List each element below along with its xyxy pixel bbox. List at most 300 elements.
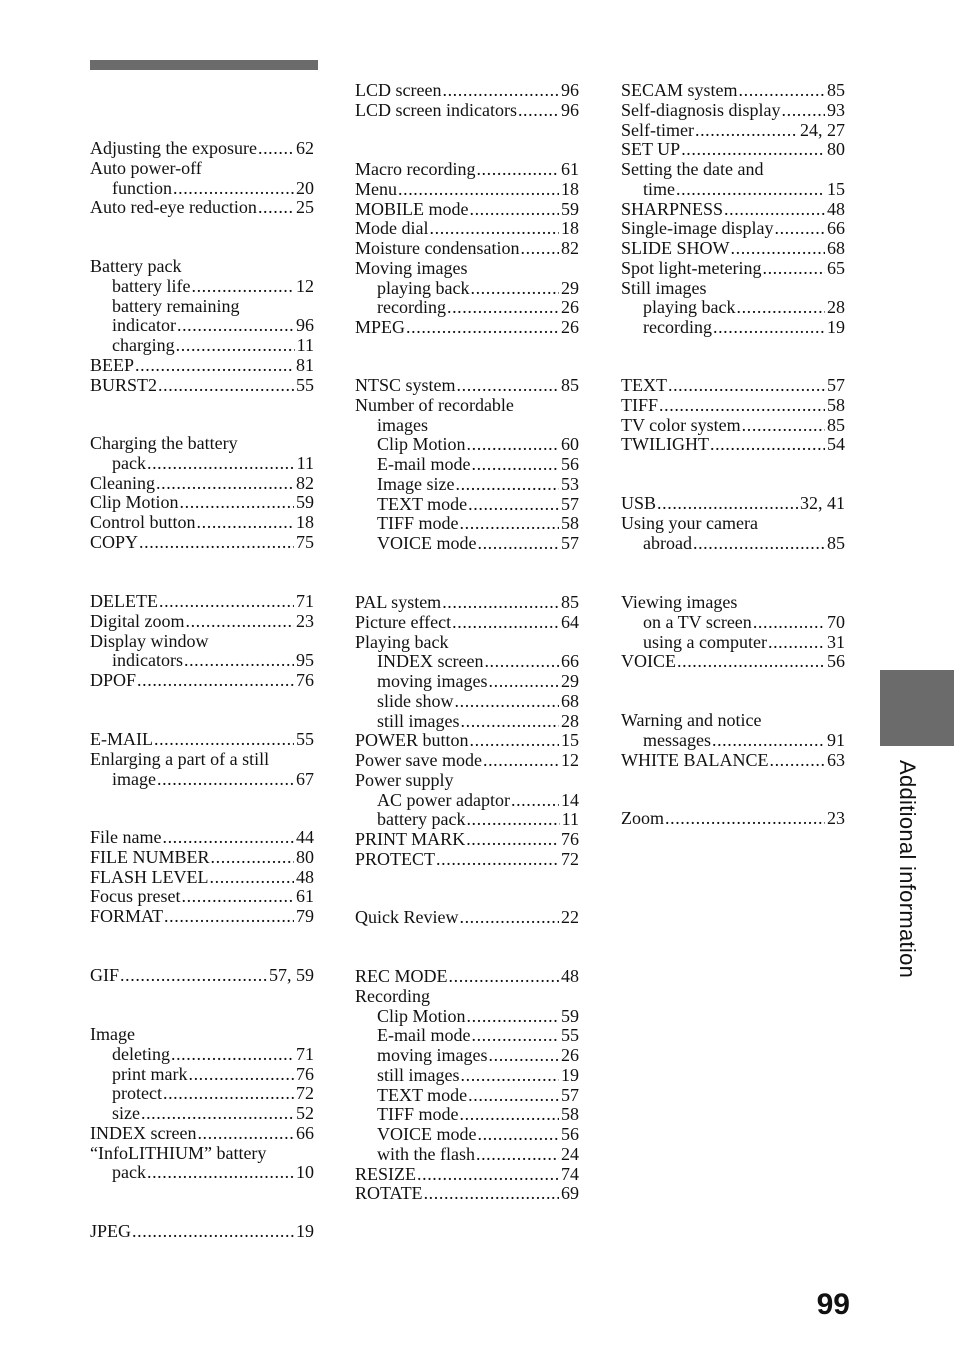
index-letter-group: [355, 908, 579, 928]
page-reference: 12: [296, 275, 314, 296]
dot-leader: [782, 101, 826, 121]
index-entry: [621, 652, 845, 672]
index-term: still images: [377, 1064, 460, 1085]
index-term: Single-image display: [621, 218, 774, 239]
dot-leader: [424, 1184, 559, 1204]
index-entry: [90, 848, 314, 868]
index-subentry: [355, 712, 579, 732]
index-subentry: [355, 1026, 579, 1046]
index-term: abroad: [643, 532, 692, 553]
dot-leader: [430, 219, 560, 239]
index-subentry: [90, 651, 314, 671]
page-reference: 96: [561, 80, 579, 100]
dot-leader: [184, 651, 294, 671]
index-term: INDEX screen: [377, 651, 484, 672]
page-reference: 28: [561, 710, 579, 731]
page-reference: 24: [561, 1143, 579, 1164]
dot-leader: [132, 1222, 294, 1242]
section-side-label-text: Additional information: [895, 760, 920, 979]
dot-leader: [211, 848, 294, 868]
dot-leader: [461, 1066, 560, 1086]
index-term: SET UP: [621, 139, 681, 160]
dot-leader: [258, 198, 294, 218]
page-reference: 59: [296, 492, 314, 513]
page-reference: 71: [296, 591, 314, 611]
dot-leader: [769, 751, 825, 771]
index-term: on a TV screen: [643, 611, 752, 632]
index-term: Number of recordable: [355, 394, 514, 415]
index-subentry: [90, 336, 314, 356]
index-entry: [355, 967, 579, 987]
index-term: File name: [90, 827, 162, 847]
index-letter-group: [90, 1025, 314, 1183]
dot-leader: [713, 318, 825, 338]
page-number: 99: [816, 1288, 850, 1321]
index-entry: [621, 514, 845, 534]
index-term: Clip Motion: [90, 492, 179, 513]
index-term: battery pack: [377, 809, 466, 830]
index-entry: [621, 593, 845, 613]
index-term: Playing back: [355, 631, 449, 652]
dot-leader: [712, 731, 825, 751]
index-subentry: [355, 1105, 579, 1125]
dot-leader: [447, 298, 559, 318]
page-reference: 65: [827, 257, 845, 278]
page-reference: 62: [296, 138, 314, 158]
index-entry: [90, 139, 314, 159]
dot-leader: [668, 376, 825, 396]
dot-leader: [657, 494, 798, 514]
dot-leader: [436, 850, 559, 870]
index-term: TIFF mode: [377, 1104, 459, 1125]
dot-leader: [467, 435, 559, 455]
page-reference: 19: [296, 1221, 314, 1241]
page-reference: 95: [296, 650, 314, 671]
index-term: Mode dial: [355, 218, 429, 239]
index-term: Auto power-off: [90, 157, 202, 178]
index-term: BURST2: [90, 374, 158, 395]
page-reference: 44: [296, 827, 314, 847]
page-reference: 70: [827, 611, 845, 632]
index-term: LCD screen: [355, 80, 442, 100]
dot-leader: [471, 1026, 559, 1046]
page-reference: 93: [827, 99, 845, 120]
index-entry: [621, 101, 845, 121]
index-letter-group: [355, 593, 579, 870]
page-reference: 58: [561, 1104, 579, 1125]
index-term: time: [643, 178, 675, 199]
index-term: E-MAIL: [90, 729, 153, 749]
index-entry: [621, 219, 845, 239]
dot-leader: [158, 376, 294, 396]
page-reference: 55: [296, 729, 314, 749]
index-letter-group: [355, 81, 579, 121]
index-entry: [355, 160, 579, 180]
index-term: E-mail mode: [377, 1025, 471, 1046]
index-letter-group: [90, 434, 314, 553]
index-subentry: [355, 1066, 579, 1086]
index-subentry: [355, 1086, 579, 1106]
page-reference: 76: [296, 670, 314, 690]
index-subentry: [90, 770, 314, 790]
page-reference: 69: [561, 1183, 579, 1204]
dot-leader: [736, 298, 825, 318]
dot-leader: [731, 239, 826, 259]
index-entry: [90, 513, 314, 533]
dot-leader: [483, 751, 559, 771]
index-subentry: [355, 652, 579, 672]
page-reference: 58: [561, 513, 579, 534]
index-letter-group: [621, 593, 845, 672]
page-reference: 48: [296, 866, 314, 887]
dot-leader: [677, 652, 825, 672]
page-reference: 82: [296, 472, 314, 493]
dot-leader: [135, 356, 294, 376]
page-reference: 12: [561, 750, 579, 770]
index-letter-group: [90, 966, 314, 986]
index-entry: [621, 396, 845, 416]
index-subentry: [355, 692, 579, 712]
index-term: AC power adaptor: [377, 789, 510, 810]
index-term: playing back: [377, 277, 470, 298]
page-reference: 19: [561, 1064, 579, 1085]
page-reference: 57, 59: [269, 965, 314, 985]
index-subentry: [621, 534, 845, 554]
dot-leader: [147, 454, 295, 474]
index-entry: [621, 809, 845, 829]
dot-leader: [739, 81, 825, 101]
index-entry: [90, 533, 314, 553]
section-side-label: [890, 760, 922, 1020]
dot-leader: [693, 534, 825, 554]
dot-leader: [442, 81, 559, 101]
dot-leader: [469, 200, 559, 220]
page-reference: 76: [561, 829, 579, 849]
index-term: Power supply: [355, 769, 454, 790]
page-reference: 48: [827, 198, 845, 219]
dot-leader: [518, 101, 559, 121]
index-subentry: [621, 298, 845, 318]
index-term: moving images: [377, 671, 488, 691]
index-subentry: [621, 731, 845, 751]
index-term: BEEP: [90, 354, 135, 375]
index-letter-group: [621, 494, 845, 553]
page-reference: 67: [296, 768, 314, 789]
page-reference: 80: [296, 846, 314, 867]
index-term: Digital zoom: [90, 610, 185, 631]
dot-leader: [455, 475, 559, 495]
dot-leader: [147, 1163, 294, 1183]
index-entry: [90, 750, 314, 770]
index-term: function: [112, 177, 172, 198]
index-term: moving images: [377, 1045, 488, 1065]
page-reference: 96: [296, 315, 314, 336]
index-term: Viewing images: [621, 592, 738, 612]
dot-leader: [162, 828, 294, 848]
index-entry: [355, 200, 579, 220]
index-term: TV color system: [621, 414, 741, 435]
page-reference: 71: [296, 1043, 314, 1064]
index-entry: [621, 121, 845, 141]
page-reference: 55: [296, 374, 314, 395]
page-reference: 23: [827, 808, 845, 828]
index-entry: [90, 493, 314, 513]
dot-leader: [489, 672, 560, 692]
index-term: recording: [377, 297, 446, 318]
dot-leader: [659, 396, 825, 416]
page-reference: 54: [827, 434, 845, 455]
index-term: ROTATE: [355, 1183, 423, 1204]
index-entry: [90, 1144, 314, 1164]
index-subentry: [355, 435, 579, 455]
index-subentry: [355, 495, 579, 515]
index-entry: [355, 239, 579, 259]
index-entry: [621, 160, 845, 180]
dot-leader: [753, 613, 825, 633]
page-reference: 26: [561, 1045, 579, 1065]
top-rule-bar: [90, 60, 318, 70]
index-term: Spot light-metering: [621, 257, 762, 278]
index-entry: [90, 1222, 314, 1242]
index-letter-group: [90, 592, 314, 691]
page-reference: 57: [561, 1084, 579, 1105]
dot-leader: [180, 493, 294, 513]
page-reference: 59: [561, 1005, 579, 1026]
index-entry: [90, 632, 314, 652]
page-reference: 52: [296, 1103, 314, 1123]
dot-leader: [710, 435, 825, 455]
dot-leader: [762, 259, 825, 279]
page-reference: 58: [827, 394, 845, 415]
index-term: Adjusting the exposure: [90, 138, 257, 158]
index-term: Image: [90, 1024, 135, 1044]
index-term: recording: [643, 317, 712, 337]
dot-leader: [157, 770, 294, 790]
index-entry: [355, 633, 579, 653]
page-reference: 56: [561, 454, 579, 474]
index-entry: [621, 416, 845, 436]
dot-leader: [164, 907, 294, 927]
dot-leader: [459, 908, 559, 928]
index-term: charging: [112, 335, 175, 355]
page-reference: 81: [296, 354, 314, 375]
dot-leader: [676, 180, 825, 200]
dot-leader: [467, 1007, 559, 1027]
index-letter-group: [621, 376, 845, 455]
index-term: SHARPNESS: [621, 198, 724, 219]
index-entry: [621, 494, 845, 514]
page-reference: 59: [561, 198, 579, 219]
dot-leader: [460, 514, 559, 534]
page-reference: 66: [296, 1122, 314, 1143]
page-reference: 22: [561, 907, 579, 927]
index-term: battery life: [112, 275, 191, 296]
dot-leader: [154, 730, 294, 750]
section-tab-marker: [880, 670, 954, 746]
page-reference: 11: [561, 809, 579, 830]
index-subentry: [355, 514, 579, 534]
index-entry: [355, 987, 579, 1007]
index-entry: [90, 356, 314, 376]
dot-leader: [177, 316, 294, 336]
index-entry: [621, 751, 845, 771]
index-term: LCD screen indicators: [355, 99, 517, 120]
page-reference: 75: [296, 531, 314, 552]
index-term: with the flash: [377, 1143, 475, 1164]
index-term: REC MODE: [355, 966, 448, 986]
index-term: MPEG: [355, 317, 406, 337]
index-term: slide show: [377, 690, 454, 711]
page-reference: 61: [561, 159, 579, 179]
index-entry: [621, 435, 845, 455]
page-reference: 29: [561, 277, 579, 298]
index-term: Display window: [90, 630, 209, 651]
page-reference: 96: [561, 99, 579, 120]
index-subentry: [90, 1084, 314, 1104]
page-reference: 26: [561, 297, 579, 318]
index-term: Setting the date and: [621, 159, 764, 179]
page-reference: 91: [827, 729, 845, 750]
index-entry: [355, 731, 579, 751]
index-subentry: [90, 297, 314, 317]
dot-leader: [511, 791, 559, 811]
index-subentry: [621, 613, 845, 633]
dot-leader: [141, 1104, 294, 1124]
index-term: NTSC system: [355, 375, 456, 395]
page-reference: 72: [561, 848, 579, 869]
index-term: indicator: [112, 315, 176, 336]
page-reference: 29: [561, 671, 579, 691]
index-subentry: [355, 534, 579, 554]
page-reference: 55: [561, 1025, 579, 1046]
index-term: images: [377, 414, 428, 435]
dot-leader: [477, 534, 559, 554]
dot-leader: [461, 712, 560, 732]
page-reference: 85: [561, 592, 579, 612]
dot-leader: [171, 1045, 294, 1065]
index-entry: [90, 671, 314, 691]
page-reference: 53: [561, 473, 579, 494]
index-entry: [621, 81, 845, 101]
page-reference: 61: [296, 886, 314, 907]
dot-leader: [489, 1046, 560, 1066]
index-entry: [90, 376, 314, 396]
index-term: messages: [643, 729, 711, 750]
dot-leader: [197, 513, 294, 533]
dot-leader: [476, 1145, 559, 1165]
index-entry: [621, 376, 845, 396]
index-entry: [355, 1184, 579, 1204]
index-entry: [90, 612, 314, 632]
index-entry: [621, 239, 845, 259]
dot-leader: [120, 966, 267, 986]
dot-leader: [163, 1084, 294, 1104]
index-term: protect: [112, 1083, 162, 1104]
index-entry: [355, 101, 579, 121]
index-entry: [355, 751, 579, 771]
page-reference: 28: [827, 297, 845, 318]
page-reference: 25: [296, 197, 314, 218]
index-subentry: [621, 633, 845, 653]
index-subentry: [621, 180, 845, 200]
index-subentry: [621, 318, 845, 338]
index-subentry: [355, 672, 579, 692]
page-reference: 11: [296, 335, 314, 355]
index-subentry: [355, 475, 579, 495]
index-term: Macro recording: [355, 159, 476, 179]
index-subentry: [355, 791, 579, 811]
page-reference: 60: [561, 434, 579, 455]
index-term: still images: [377, 710, 460, 731]
index-term: Charging the battery: [90, 433, 238, 453]
index-subentry: [355, 298, 579, 318]
dot-leader: [181, 887, 294, 907]
page-reference: 31: [827, 631, 845, 652]
index-term: WHITE BALANCE: [621, 749, 769, 770]
index-subentry: [90, 277, 314, 297]
index-term: Warning and notice: [621, 710, 762, 730]
index-term: JPEG: [90, 1221, 132, 1241]
index-term: Self-timer: [621, 119, 694, 140]
page-reference: 76: [296, 1063, 314, 1084]
index-subentry: [90, 1065, 314, 1085]
page-reference: 74: [561, 1163, 579, 1184]
dot-leader: [457, 376, 559, 396]
page-reference: 56: [827, 651, 845, 672]
index-letter-group: [621, 809, 845, 829]
index-entry: [355, 259, 579, 279]
index-letter-group: [90, 828, 314, 927]
index-term: SLIDE SHOW: [621, 238, 730, 258]
page-reference: 85: [827, 80, 845, 100]
index-entry: [355, 81, 579, 101]
page-reference: 57: [827, 375, 845, 395]
index-term: MOBILE mode: [355, 198, 469, 219]
page-reference: 19: [827, 317, 845, 337]
page-reference: 82: [561, 238, 579, 258]
index-entry: [355, 830, 579, 850]
page-reference: 18: [296, 512, 314, 532]
index-term: Image size: [377, 473, 455, 494]
index-term: deleting: [112, 1043, 170, 1064]
page-reference: 57: [561, 493, 579, 514]
index-entry: [355, 180, 579, 200]
dot-leader: [470, 279, 559, 299]
index-term: FLASH LEVEL: [90, 866, 209, 887]
dot-leader: [417, 1165, 559, 1185]
index-term: Clip Motion: [377, 1005, 466, 1026]
index-term: Power save mode: [355, 750, 482, 770]
dot-leader: [484, 652, 559, 672]
index-subentry: [90, 454, 314, 474]
index-term: indicators: [112, 650, 183, 671]
index-subentry: [355, 1007, 579, 1027]
index-term: GIF: [90, 965, 120, 985]
index-entry: [355, 850, 579, 870]
index-entry: [621, 711, 845, 731]
index-entry: [621, 259, 845, 279]
index-term: USB: [621, 493, 657, 513]
index-entry: [621, 140, 845, 160]
index-entry: [355, 1165, 579, 1185]
dot-leader: [188, 1065, 294, 1085]
index-term: COPY: [90, 531, 139, 552]
dot-leader: [406, 318, 559, 338]
dot-leader: [452, 613, 559, 633]
index-term: TEXT mode: [377, 493, 468, 514]
index-letter-group: [355, 967, 579, 1204]
page-reference: 85: [827, 414, 845, 435]
